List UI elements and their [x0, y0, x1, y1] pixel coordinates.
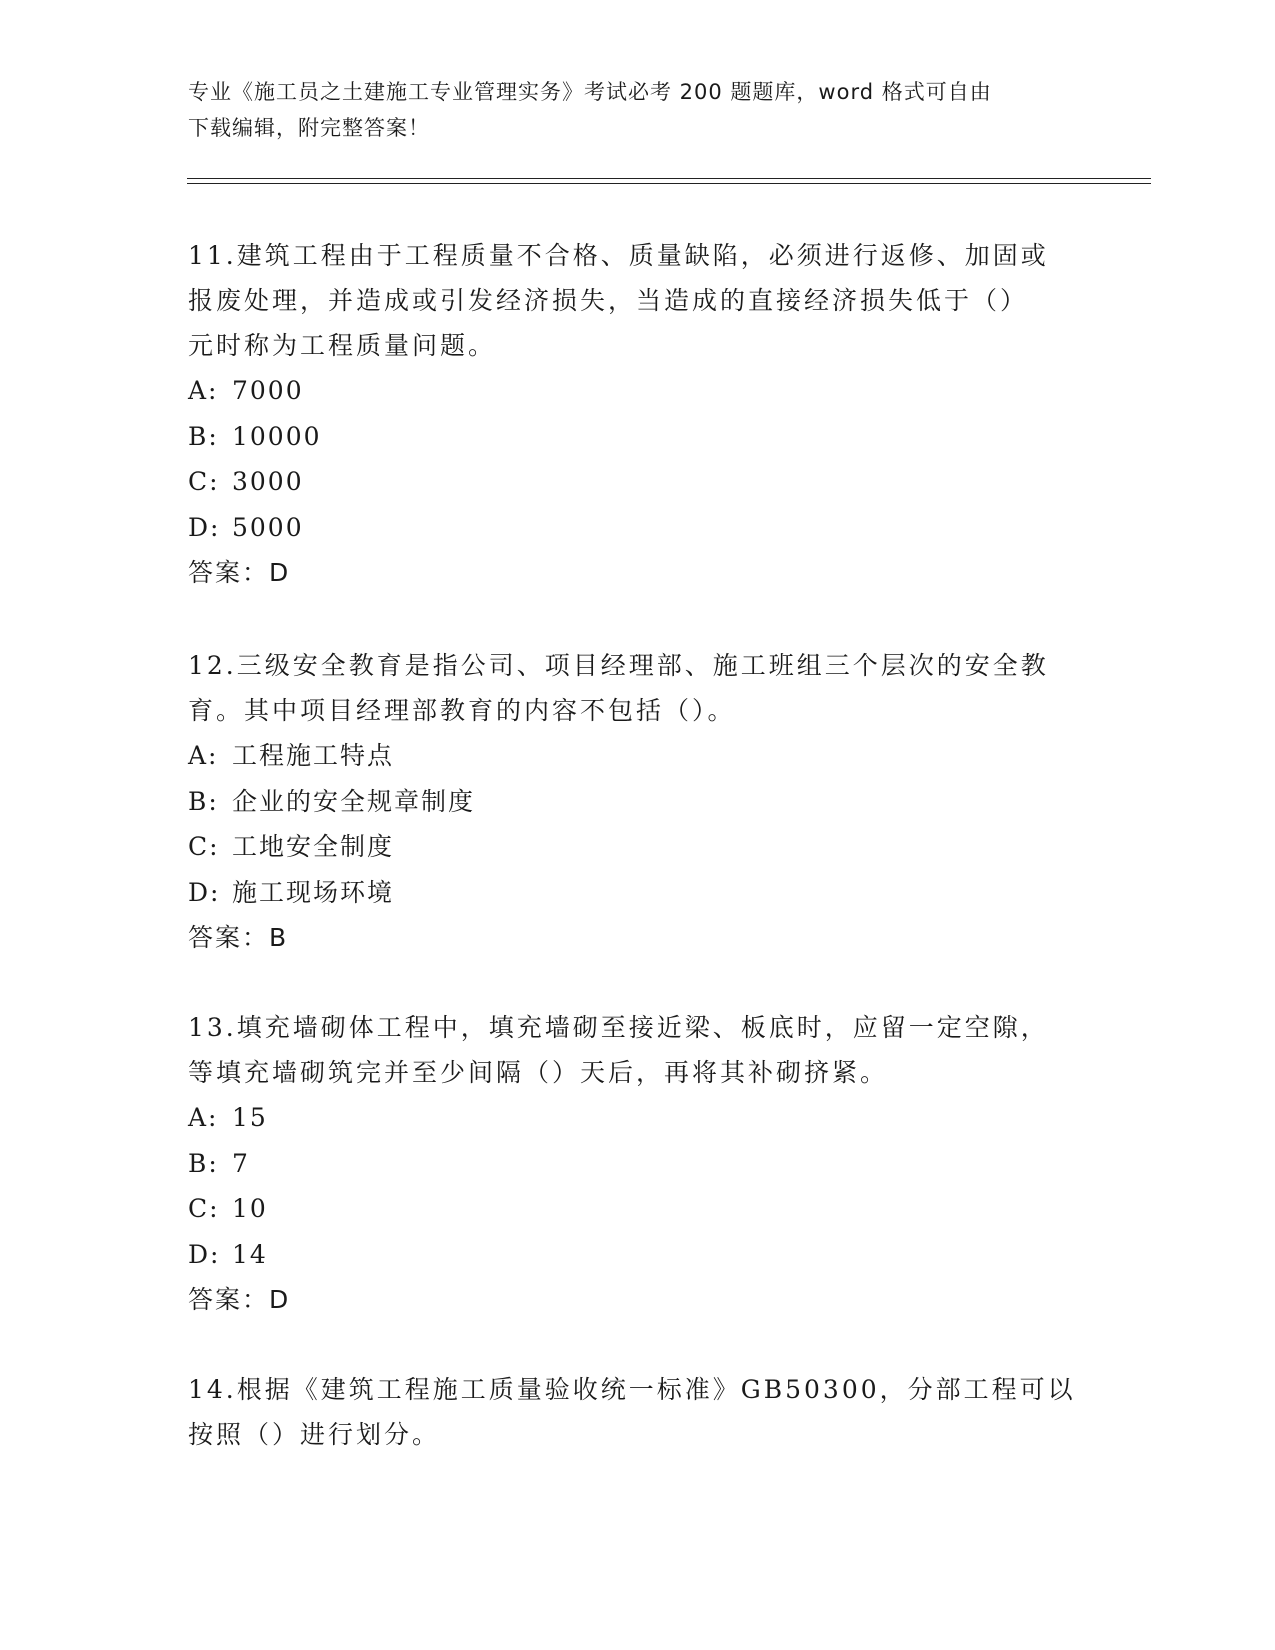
- option-letter: B:: [188, 786, 219, 816]
- option-letter: B:: [188, 1148, 219, 1178]
- answer-line: [188, 1277, 1088, 1323]
- option-text: 7: [232, 1148, 250, 1178]
- option-d: [188, 1232, 1088, 1278]
- question-14: [188, 1367, 1088, 1457]
- option-b: [188, 1141, 1088, 1187]
- question-stem-line: 育。其中项目经理部教育的内容不包括（）。: [188, 696, 736, 725]
- question-stem-line: 14.根据《建筑工程施工质量验收统一标准》GB50300，分部工程可以: [188, 1375, 1076, 1404]
- question-stem-line: 等填充墙砌筑完并至少间隔（）天后，再将其补砌挤紧。: [188, 1058, 889, 1087]
- answer-value: D: [269, 558, 291, 587]
- question-stem-line: 按照（）进行划分。: [188, 1420, 441, 1449]
- option-letter: A:: [188, 376, 219, 405]
- option-a: [188, 733, 1088, 779]
- header-divider-bottom: [187, 183, 1151, 184]
- answer-line: [188, 550, 1088, 596]
- option-c: [188, 1186, 1088, 1232]
- question-stem-line: 13.填充墙砌体工程中，填充墙砌至接近梁、板底时，应留一定空隙，: [188, 1013, 1049, 1042]
- option-text: 15: [232, 1103, 268, 1132]
- option-letter: C:: [188, 832, 220, 861]
- option-letter: D:: [188, 877, 221, 907]
- option-text: 7000: [232, 376, 304, 405]
- option-text: 10000: [232, 421, 322, 451]
- option-text: 企业的安全规章制度: [232, 786, 476, 816]
- header-divider-top: [187, 178, 1151, 179]
- option-d: [188, 870, 1088, 916]
- answer-label: 答案：: [188, 923, 270, 952]
- answer-line: [188, 915, 1088, 961]
- option-letter: A:: [188, 741, 219, 770]
- option-c: [188, 824, 1088, 870]
- option-letter: C:: [188, 467, 220, 496]
- question-stem-line: 报废处理，并造成或引发经济损失，当造成的直接经济损失低于（）: [188, 286, 1029, 315]
- header-line-2: 下载编辑，附完整答案！: [188, 116, 430, 140]
- question-stem-line: 11.建筑工程由于工程质量不合格、质量缺陷，必须进行返修、加固或: [188, 241, 1049, 270]
- option-text: 工程施工特点: [232, 741, 395, 770]
- option-text: 工地安全制度: [232, 832, 395, 861]
- option-d: [188, 505, 1088, 551]
- option-a: [188, 368, 1088, 414]
- option-text: 5000: [232, 512, 304, 542]
- option-letter: D:: [188, 512, 221, 542]
- answer-label: 答案：: [188, 558, 270, 587]
- page-header: [188, 74, 1088, 146]
- option-b: [188, 779, 1088, 825]
- option-text: 施工现场环境: [232, 877, 395, 907]
- option-text: 3000: [232, 467, 304, 496]
- answer-value: D: [269, 1285, 291, 1314]
- option-c: [188, 459, 1088, 505]
- question-stem-line: 12.三级安全教育是指公司、项目经理部、施工班组三个层次的安全教: [188, 651, 1049, 680]
- question-stem-line: 元时称为工程质量问题。: [188, 331, 497, 360]
- option-b: [188, 414, 1088, 460]
- question-11: [188, 233, 1088, 596]
- option-letter: C:: [188, 1194, 220, 1223]
- question-12: [188, 643, 1088, 961]
- option-text: 10: [232, 1194, 268, 1223]
- header-line-1: 专业《施工员之土建施工专业管理实务》考试必考 200 题题库，word 格式可自由: [188, 80, 992, 104]
- answer-value: B: [269, 923, 289, 952]
- answer-label: 答案：: [188, 1285, 270, 1314]
- option-letter: D:: [188, 1239, 221, 1269]
- option-letter: A:: [188, 1103, 219, 1132]
- option-text: 14: [232, 1239, 268, 1269]
- question-13: [188, 1005, 1088, 1323]
- option-letter: B:: [188, 421, 219, 451]
- option-a: [188, 1095, 1088, 1141]
